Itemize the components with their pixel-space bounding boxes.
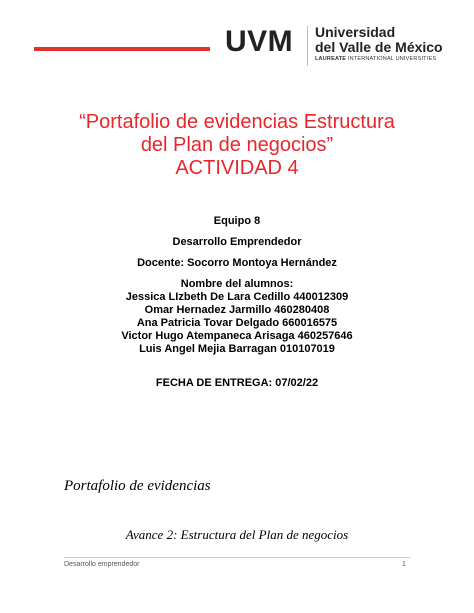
university-name-line2: del Valle de México [315,39,443,55]
student-2: Omar Hernadez Jarmillo 460280408 [144,304,330,316]
tagline-rest: INTERNATIONAL UNIVERSITIES [346,56,437,62]
students-heading: Nombre del alumnos: [180,278,294,290]
document-title [0,111,474,180]
students-block [0,278,474,356]
university-name [315,25,443,55]
student-5: Luis Angel Mejia Barragan 010107019 [139,343,335,355]
course-name: Desarrollo Emprendedor [172,236,302,248]
title-line3: ACTIVIDAD 4 [175,157,299,179]
student-1: Jessica LIzbeth De Lara Cedillo 440012309 [125,291,349,303]
section-heading: Portafolio de evidencias [64,478,211,494]
student-4: Victor Hugo Atempaneca Arisaga 460257646 [121,330,353,342]
logo-divider [307,26,308,66]
red-rule [34,47,210,51]
due-date: FECHA DE ENTREGA: 07/02/22 [155,377,319,389]
title-line1: “Portafolio de evidencias Estructura [79,111,395,133]
title-line2: del Plan de negocios” [140,134,334,156]
page-number: 1 [402,561,406,568]
university-tagline [315,56,436,62]
student-3: Ana Patricia Tovar Delgado 660016575 [136,317,338,329]
footer-rule [64,557,410,558]
uvm-logo-mark: UVM [225,25,294,58]
section-subheading: Avance 2: Estructura del Plan de negocios [125,527,349,542]
footer-text: Desarrollo emprendedor [64,561,140,568]
team-label: Equipo 8 [213,215,261,227]
tagline-bold: LAUREATE [315,56,347,62]
teacher-name: Docente: Socorro Montoya Hernández [137,257,337,269]
university-name-line1: Universidad [315,24,396,40]
header-logo [0,26,474,68]
